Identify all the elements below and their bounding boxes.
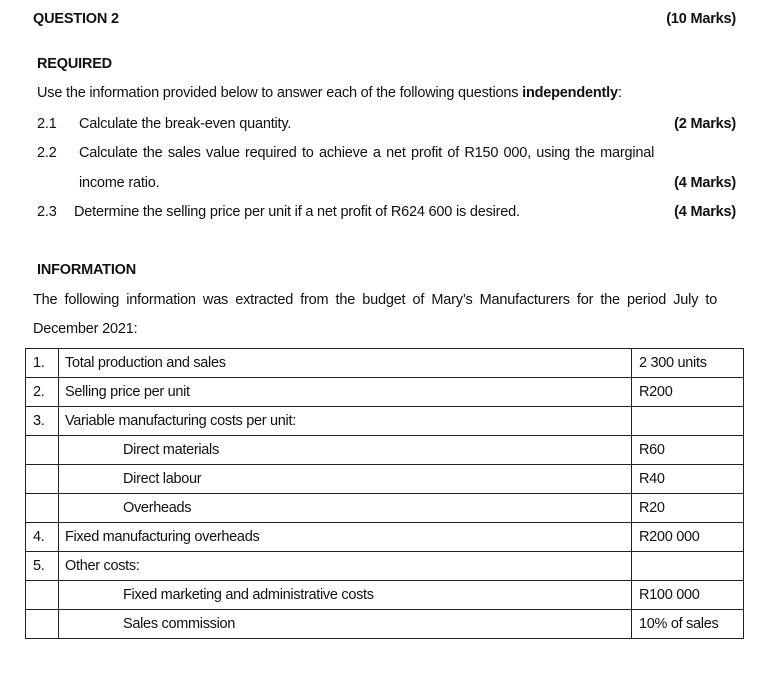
row-label: Direct labour xyxy=(59,465,632,494)
row-value: R40 xyxy=(632,465,744,494)
table-row xyxy=(26,436,744,465)
table-row xyxy=(26,523,744,552)
question-title: QUESTION 2 xyxy=(33,11,119,27)
required-intro-text: Use the information provided below to answer each of the following questions xyxy=(37,85,523,101)
row-value: R60 xyxy=(632,436,744,465)
row-number: 1. xyxy=(26,349,59,378)
row-value xyxy=(632,552,744,581)
row-value: R200 000 xyxy=(632,523,744,552)
row-number xyxy=(26,494,59,523)
row-label: Sales commission xyxy=(59,610,632,639)
question-number-2-1: 2.1 xyxy=(37,116,57,132)
row-value: R100 000 xyxy=(632,581,744,610)
question-number-2-3: 2.3 xyxy=(37,204,57,220)
question-marks-2-1: (2 Marks) xyxy=(674,116,736,132)
question-text-2-2-cont: income ratio. xyxy=(79,175,160,191)
information-table xyxy=(25,348,744,639)
total-marks: (10 Marks) xyxy=(666,11,736,27)
row-label: Total production and sales xyxy=(59,349,632,378)
row-number xyxy=(26,465,59,494)
question-marks-2-2: (4 Marks) xyxy=(674,175,736,191)
row-number xyxy=(26,581,59,610)
row-number xyxy=(26,436,59,465)
required-heading: REQUIRED xyxy=(37,56,112,72)
table-row xyxy=(26,407,744,436)
row-number xyxy=(26,610,59,639)
table-row xyxy=(26,465,744,494)
information-intro-line2: December 2021: xyxy=(33,321,138,337)
row-value: R200 xyxy=(632,378,744,407)
question-number-2-2: 2.2 xyxy=(37,145,57,161)
row-label: Fixed marketing and administrative costs xyxy=(59,581,632,610)
table-row xyxy=(26,610,744,639)
row-number: 4. xyxy=(26,523,59,552)
table-row xyxy=(26,349,744,378)
row-label: Overheads xyxy=(59,494,632,523)
row-label: Direct materials xyxy=(59,436,632,465)
table-row xyxy=(26,378,744,407)
question-text-2-3: Determine the selling price per unit if a net profit of R624 600 is desired. xyxy=(74,204,520,220)
row-value: 10% of sales xyxy=(632,610,744,639)
row-label: Fixed manufacturing overheads xyxy=(59,523,632,552)
row-number: 2. xyxy=(26,378,59,407)
required-intro xyxy=(37,85,622,101)
row-label: Other costs: xyxy=(59,552,632,581)
required-intro-emphasis: independently xyxy=(522,85,618,101)
table-row xyxy=(26,494,744,523)
row-number: 3. xyxy=(26,407,59,436)
row-number: 5. xyxy=(26,552,59,581)
row-value xyxy=(632,407,744,436)
row-label: Variable manufacturing costs per unit: xyxy=(59,407,632,436)
information-heading: INFORMATION xyxy=(37,262,137,278)
table-row xyxy=(26,581,744,610)
question-marks-2-3: (4 Marks) xyxy=(674,204,736,220)
required-intro-colon: : xyxy=(617,85,622,101)
row-value: 2 300 units xyxy=(632,349,744,378)
row-label: Selling price per unit xyxy=(59,378,632,407)
information-intro-line1: The following information was extracted from the budget of Mary’s Manufacturers for the period July to xyxy=(33,292,718,308)
question-text-2-2: Calculate the sales value required to achieve a net profit of R150 000, using the marginal xyxy=(79,145,655,161)
question-text-2-1: Calculate the break-even quantity. xyxy=(79,116,292,132)
table-row xyxy=(26,552,744,581)
row-value: R20 xyxy=(632,494,744,523)
